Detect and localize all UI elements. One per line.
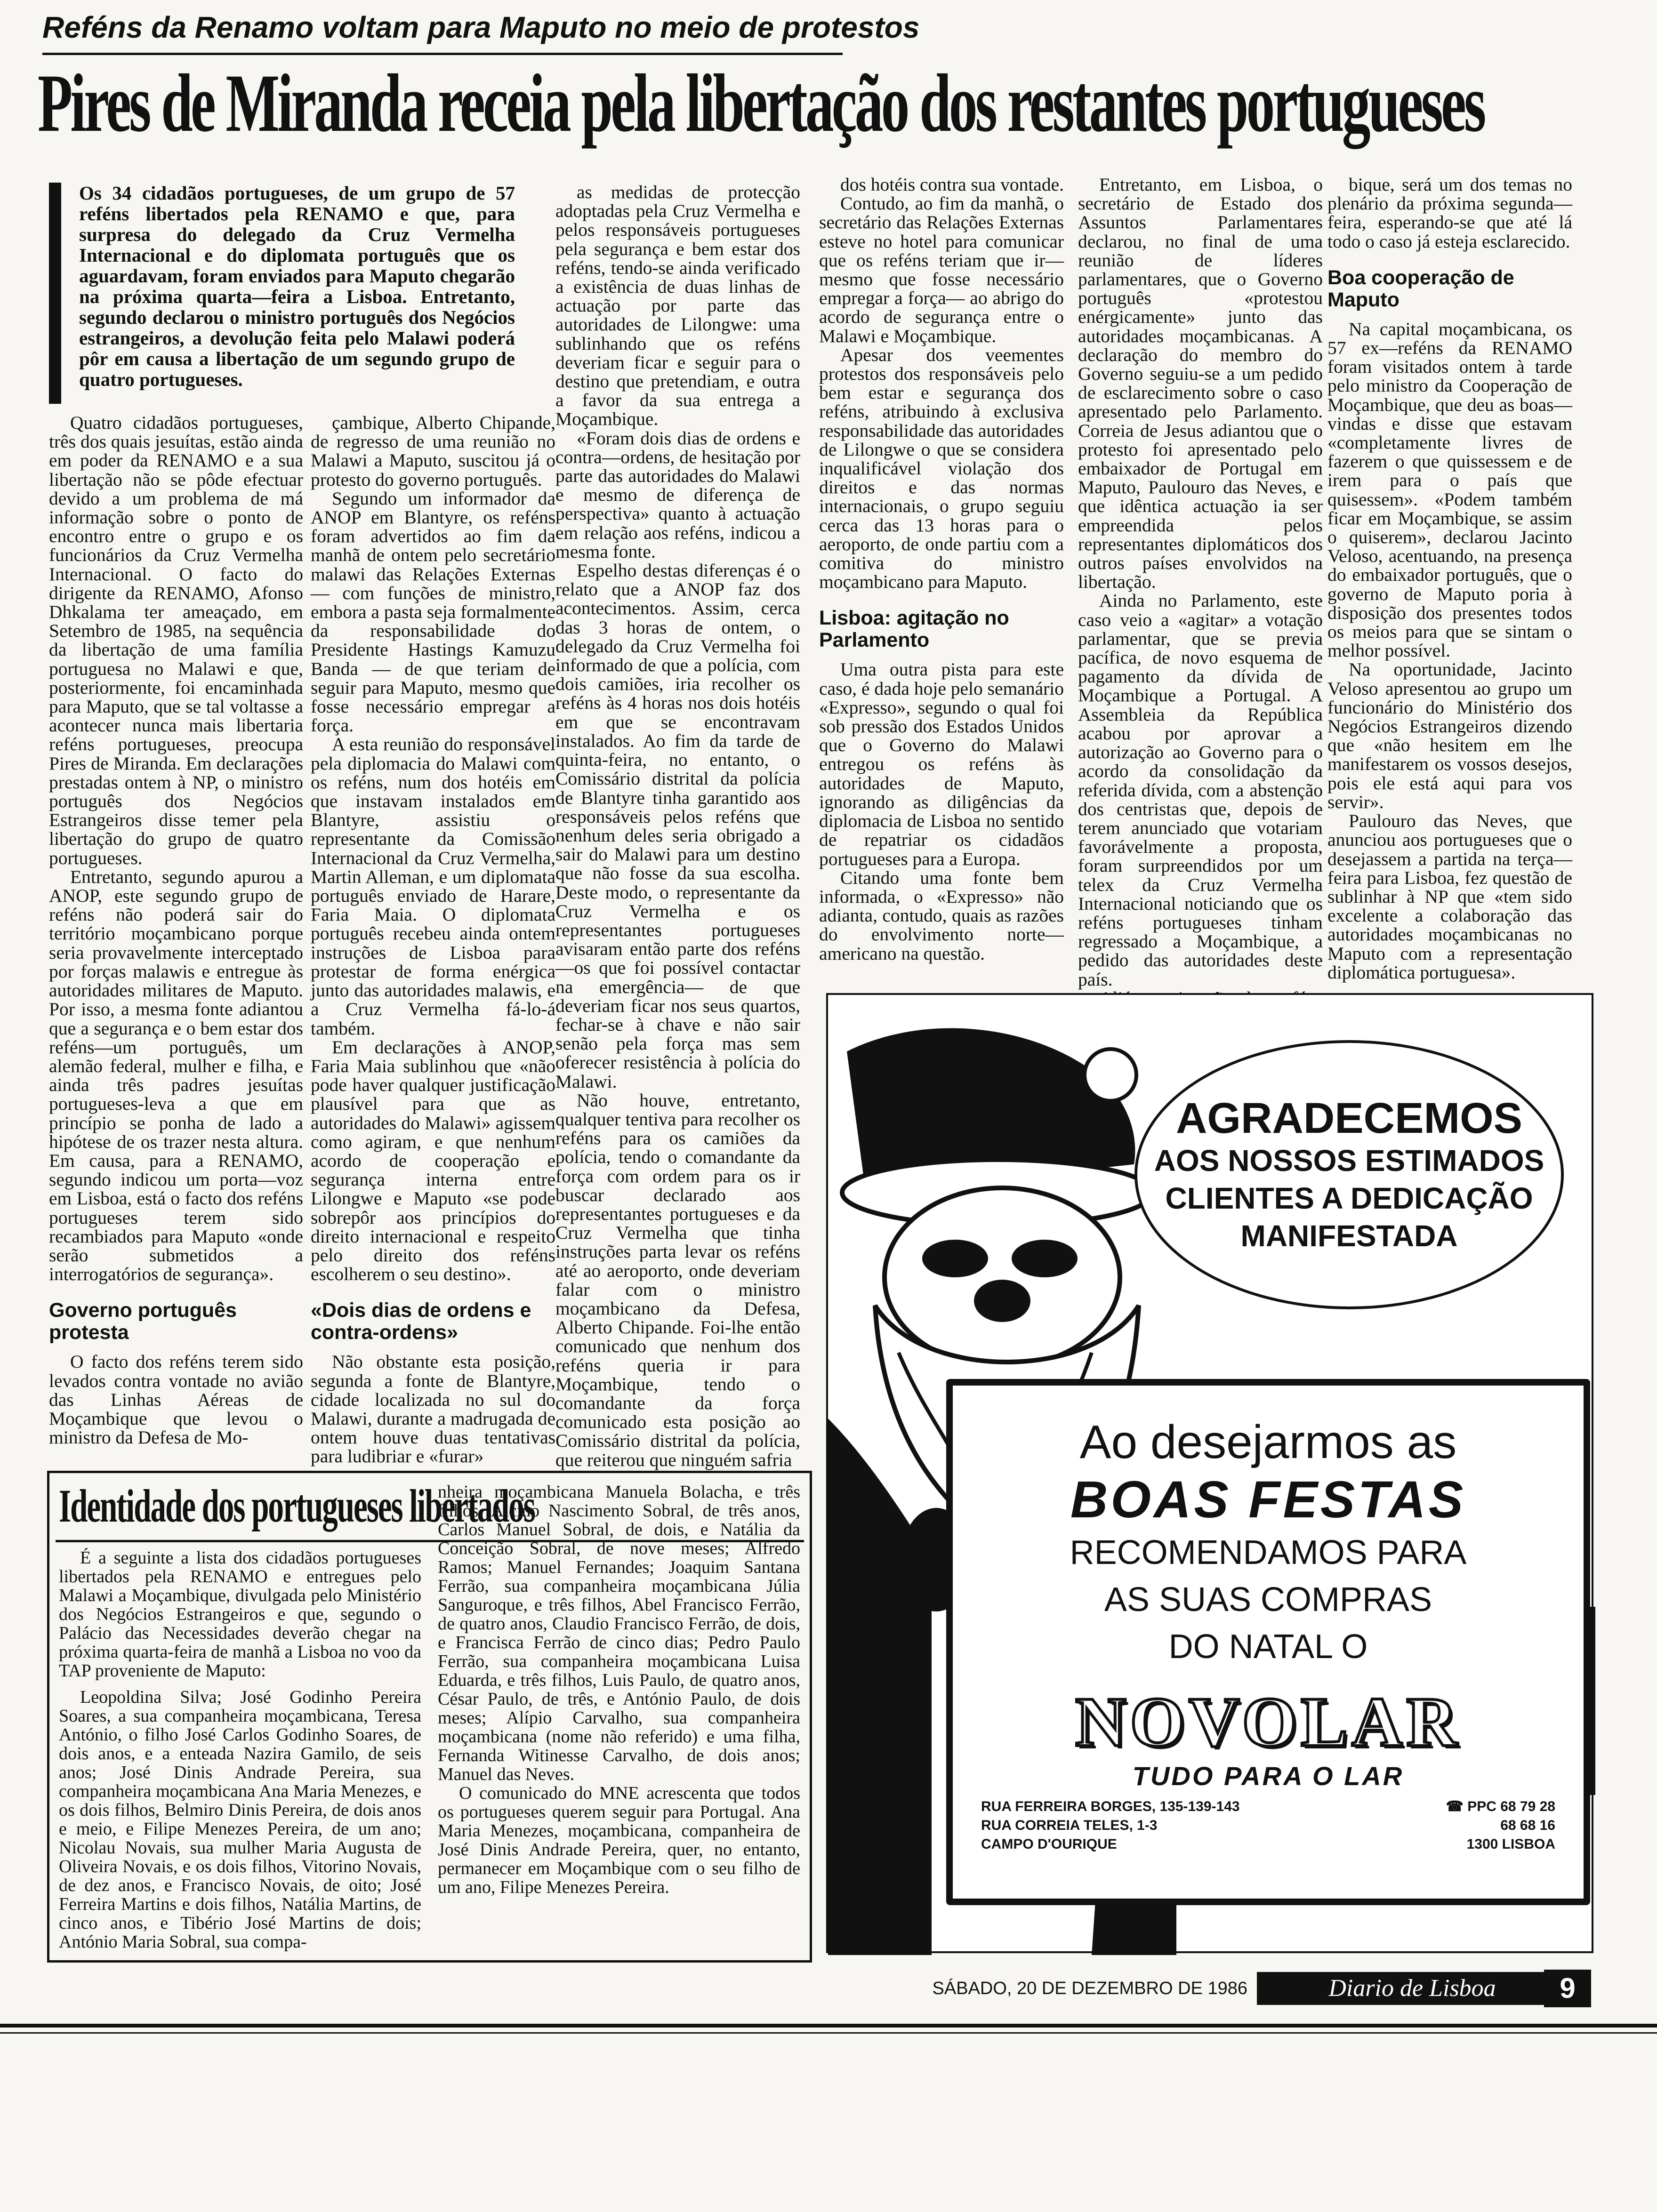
sign-line: AS SUAS COMPRAS [1104, 1581, 1432, 1619]
address-line: RUA FERREIRA BORGES, 135-139-143 [981, 1799, 1240, 1814]
santa-coat [828, 1419, 932, 1955]
kicker: Reféns da Renamo voltam para Maputo no meio de protestos [42, 4, 843, 55]
column-5 [1078, 174, 1323, 990]
paragraph: Na capital moçambicana, os 57 ex—reféns da RENAMO foram visitados ontem à tarde pelo ministro da Cooperação de Moçambique, que deu as boas—vindas e disse que estavam «completamente livres de fazerem o que quissessem e de irem para o país que quisessem». «Podem também ficar em Moçambique, se assim o quiserem», declarou Jacinto Veloso, acentuando, na presença do embaixador português, que o governo de Maputo poria à disposição dos presentes todos os meios para que se sintam o melhor possível. [1327, 318, 1572, 661]
novolar-address-block [953, 1797, 1584, 1891]
paragraph: Contudo, ao fim da manhã, o secretário das Relações Externas esteve no hotel para comunicar que os reféns teriam que ir—mesmo que fosse necessário empregar a força— ao abrigo do acordo de segurança entre o Malawi e Moçambique. [819, 193, 1064, 346]
paragraph: Não obstante esta posição, segunda a fonte de Blantyre, cidade localizada no sul do Malawi, durante a madrugada de ontem houve duas tentativas para ludibriar e «furar» [311, 1351, 555, 1467]
address-lines [981, 1797, 1240, 1854]
phone-line-1 [1446, 1797, 1555, 1816]
column-4 [819, 175, 1064, 985]
sign-line: DO NATAL O [1168, 1628, 1368, 1666]
paragraph: Espelho destas diferenças é o relato que a ANOP faz dos acontecimentos. Assim, cerca das 3 horas de ontem, o delegado da Cruz Vermelha foi informado de que a polícia, com dois camiões, iria recolher os reféns às 4 horas nos dois hotéis em que se encontravam instalados. Ao fim da tarde de quinta-feira, no entanto, o Comissário distrital da polícia de Blantyre tinha garantido aos responsáveis pelos reféns que nenhum deles seria obrigado a sair do Malawi para um destino que não fosse da sua escolha. Deste modo, o representante da Cruz Vermelha e os representantes portugueses avisaram então parte dos reféns—os que foi possível contactar na emergência— de que deveriam ficar nos seus quartos, fechar-se à chave e não sair senão pela força mas sem oferecer resistência à polícia do Malawi. [555, 560, 800, 1092]
paragraph: çambique, Alberto Chipande, de regresso de uma reunião no Malawi a Maputo, suscitou já o protesto do governo português. [311, 412, 555, 490]
phone-lines [1446, 1797, 1555, 1854]
headline: Pires de Miranda receia pela libertação dos restantes portugueses [38, 57, 1484, 149]
paragraph: A esta reunião do responsável pela diplomacia do Malawi com os reféns, num dos hotéis em que instavam instalados em Blantyre, assistiu o representante da Comissão Internacional da Cruz Vermelha, Martin Alleman, e um diplomata português enviado de Harare, Faria Maia. O diplomata português recebeu ainda ontem instruções de Lisboa para protestar de forma enérgica junto das autoridades malawis, e a Cruz Vermelha fá-lo-á também. [311, 734, 555, 1039]
lead-paragraph: Os 34 cidadãos portugueses, de um grupo de 57 reféns libertados pela RENAMO e que, para surpresa do delegado da Cruz Vermelha Internacional e do diplomata português que os aguardavam, foram enviados para Maputo chegarão na próxima quarta—feira a Lisboa. Entretanto, segundo declarou o ministro português dos Negócios estrangeiros, a devolução feita pelo Malawi poderá pôr em causa a libertação de um segundo grupo de quatro portugueses. [49, 183, 515, 404]
paragraph: O comunicado do MNE acrescenta que todos os portugueses querem seguir para Portugal. Ana Maria Menezes, moçambicana, companheira de José Dinis Andrade Pereira, quer, no entanto, permanecer em Moçambique com o seu filho de um ano, Filipe Menezes Pereira. [438, 1783, 800, 1897]
paragraph: Quatro cidadãos portugueses, três dos quais jesuítas, estão ainda em poder da RENAMO e a sua libertação não se pôde efectuar devido a um problema de má informação sobre o ponto de encontro entre o grupo e os funcionários da Cruz Vermelha Internacional. O facto do dirigente da RENAMO, Afonso Dhkalama ter ameaçado, em Setembro de 1985, na sequência da libertação de uma família portuguesa no Malawi e que, posteriormente, foi encaminhada para Maputo, que se tal voltasse a acontecer nunca mais libertaria reféns portugueses, preocupa Pires de Miranda. Em declarações prestadas ontem à NP, o ministro português dos Negócios Estrangeiros disse temer pela libertação do grupo de quatro portugueses. [49, 412, 303, 868]
paragraph: Uma outra pista para este caso, é dada hoje pelo semanário «Expresso», segundo o qual foi sob pressão dos Estados Unidos que o Governo do Malawi entregou os reféns às autoridades de Maputo, ignorando as diligências da diplomacia de Lisboa no sentido de repatriar os cidadãos portugueses para a Europa. [819, 659, 1064, 869]
subheading: Boa cooperação de Maputo [1327, 266, 1514, 311]
novolar-tagline: TUDO PARA O LAR [1132, 1761, 1404, 1791]
phone-number: 68 68 16 [1500, 1818, 1555, 1833]
identidade-title: Identidade dos portugueses libertados [59, 1480, 535, 1532]
identidade-column-right [438, 1483, 800, 1958]
paragraph: Ainda no Parlamento, este caso veio a «agitar» a votação parlamentar, que se previa pacífica, de novo esquema de pagamento da dívida de Moçambique a Portugal. A Assembleia da República acabou por aprovar a autorização ao Governo para o acordo da consolidação da referida dívida, com a abstenção dos centristas que, depois de terem anunciado que votariam favorávelmente a proposta, foram surpreendidos por um telex da Cruz Vermelha Internacional noticiando que os reféns portugueses tinham regressado a Moçambique, a pedido das autoridades deste país. [1078, 590, 1323, 990]
identidade-column-left [59, 1548, 421, 1958]
bubble-line: MANIFESTADA [1240, 1219, 1458, 1253]
santa-pompom [1085, 1049, 1136, 1101]
phone-label: PPC [1467, 1799, 1496, 1814]
footer-rule-thin [0, 2032, 1657, 2034]
column-2 [311, 413, 555, 1467]
santa-nose [974, 1280, 1030, 1322]
santa-face [885, 1188, 1120, 1367]
sign-line: BOAS FESTAS [1070, 1471, 1466, 1529]
column-1 [49, 413, 303, 1467]
santa-eye-left [922, 1240, 988, 1277]
column-3 [555, 182, 800, 1470]
phone-number: 68 79 28 [1500, 1799, 1555, 1814]
paragraph: Não houve, entretanto, qualquer tentiva para recolher os reféns para os camiões da polícia, tendo o comandante da força com ordem para os ir buscar declarado aos representantes portugueses e da Cruz Vermelha que tinha instruções parta levar os reféns até ao aeroporto, onde deveriam falar com o ministro moçambicano da Defesa, Alberto Chipande. Foi-lhe então comunicado que nenhum dos reféns queria ir para Moçambique, tendo o comandante da força comunicado esta posição ao Comissário distrital da polícia, que reiterou que ninguém safria [555, 1090, 800, 1470]
address-line: RUA CORREIA TELES, 1-3 [981, 1818, 1158, 1833]
bubble-line: AGRADECEMOS [1175, 1094, 1523, 1142]
ad-sign [946, 1379, 1590, 1905]
bubble-line: AOS NOSSOS ESTIMADOS [1154, 1144, 1544, 1178]
page-number: 9 [1544, 1970, 1591, 2007]
paragraph: nheira moçambicana Manuela Bolacha, e três filhos, Alcino Nascimento Sobral, de três anos, Carlos Manuel Sobral, de dois, e Natália da Conceição Sobral, de nove meses; Alfredo Ramos; Manuel Fernandes; Joaquim Santana Ferrão, sua companheira moçambicana Júlia Sanguroque, e três filhos, Abel Francisco Ferrão, de quatro anos, Claudio Francisco Ferrão, de dois, e Francisca Ferrão de cinco dias; Pedro Paulo Ferrão, sua companheira moçambicana Luisa Eduarda, e três filhos, Luis Paulo, de quatro anos, César Paulo, de três, e António Paulo, de dois meses; Alípio Carvalho, sua companheira moçambicana (nome não referido) e uma filha, Fernanda Witinesse Carvalho, de dois anos; Manuel das Neves. [438, 1482, 800, 1784]
sign-line: Ao desejarmos as [1079, 1416, 1457, 1468]
paragraph: Entretanto, segundo apurou a ANOP, este segundo grupo de reféns não poderá sair do território moçambicano porque seria provavelmente interceptado por forças malawis e entregue às autoridades militares de Maputo. Por isso, a mesma fonte adiantou que a segurança e o bem estar dos reféns—um português, um alemão federal, mulher e filha, e ainda três padres jesuítas portugueses-leva a que em princípio se ponha de lado a hipótese de os trazer nesta altura. Em causa, para a RENAMO, segundo indicou um porta—voz em Lisboa, está o facto dos reféns portugueses terem sido recambiados para Maputo «onde serão submetidos a interrogatórios de segurança». [49, 866, 303, 1285]
paragraph: Citando uma fonte bem informada, o «Expresso» não adianta, contudo, quais as razões do envolvimento norte—americano na questão. [819, 867, 1064, 964]
paragraph: Segundo um informador da ANOP em Blantyre, os reféns foram advertidos ao fim da manhã de ontem pelo secretário malawi das Relações Externas — com funções de ministro, embora a pasta seja formalmente da responsabilidade do Presidente Hastings Kamuzu Banda — de que teriam de seguir para Maputo, mesmo que fosse necessário empregar a força. [311, 488, 555, 736]
newspaper-name: Diario de Lisboa [1257, 1972, 1568, 2005]
subheading: Governo português protesta [49, 1299, 237, 1344]
paragraph: Paulouro das Neves, que anunciou aos portugueses que o desejassem a partida na terça—feira para Lisboa, fez questão de sublinhar à NP que «tem sido excelente a colaboração das autoridades moçambicanas no Maputo com a representação diplomática portuguesa». [1327, 810, 1572, 983]
paragraph: dos hotéis contra sua vontade. [840, 174, 1064, 195]
subheading: Lisboa: agitação no Parlamento [819, 607, 1009, 652]
santa-eye-right [1012, 1240, 1078, 1277]
paragraph: O facto dos reféns terem sido levados contra vontade no avião das Linhas Aéreas de Moçambique que levou o ministro da Defesa de Mo- [49, 1351, 303, 1448]
footer-date: SÁBADO, 20 DE DEZEMBRO DE 1986 [932, 1979, 1247, 1998]
paragraph: É a seguinte a lista dos cidadãos portugueses libertados pela RENAMO e entregues pelo Malawi a Moçambique, divulgada pelo Ministério dos Negócios Estrangeiros e que, segundo o Palácio das Necessidades deverão chegar na próxima quarta-feira de manhã a Lisboa no voo da TAP proveniente de Maputo: [59, 1548, 421, 1681]
ad-speech-bubble [1134, 1040, 1564, 1309]
paragraph: Em declarações à ANOP, Faria Maia sublinhou que «não pode haver qualquer justificação plausível para que as autoridades do Malawi» agissem como agiram, e que nenhum acordo de cooperação e segurança interna entre Lilongwe e Maputo «se pode sobrepôr aos princípios do direito internacional e respeito pelo direito dos reféns escolherem o seu destino». [311, 1036, 555, 1285]
city: 1300 LISBOA [1466, 1836, 1555, 1852]
footer-rule [0, 2024, 1657, 2028]
subheading: «Dois dias de ordens e contra-ordens» [311, 1299, 531, 1344]
paragraph: Apesar dos veementes protestos dos responsáveis pelo bem estar e segurança dos reféns, atribuindo à exclusiva responsabilidade das autoridades de Lilongwe o que se considera inqualificável violação dos direitos e das normas internacionais, o grupo seguiu cerca das 13 horas para o aeroporto, de onde partiu com a comitiva do ministro moçambicano para Maputo. [819, 344, 1064, 593]
sign-line: RECOMENDAMOS PARA [1070, 1534, 1467, 1571]
novolar-logo: NOVOLAR [1075, 1683, 1461, 1761]
paragraph: «Foram dois dias de ordens e contra—ordens, de hesitação por parte das autoridades do Malawi e mesmo de diferença de perspectiva» quanto à actuação em relação aos reféns, indicou a mesma fonte. [555, 427, 800, 562]
address-line: CAMPO D'OURIQUE [981, 1836, 1117, 1852]
paragraph: Na oportunidade, Jacinto Veloso apresentou ao grupo um funcionário do Ministério dos Negócios Estrangeiros dizendo que «não hesitem em lhe manifestarem os vossos desejos, pois ele está aqui para vos servir». [1327, 659, 1572, 812]
paragraph: Leopoldina Silva; José Godinho Pereira Soares, a sua companheira moçambicana, Teresa António, o filho José Carlos Godinho Soares, de dois anos, e a enteada Nazira Gamilo, de seis anos; José Dinis Andrade Pereira, sua companheira moçambicana Ana Maria Menezes, e os dois filhos, Belmiro Dinis Pereira, de dois anos e meio, e Filipe Menezes Pereira, de um ano; Nicolau Novais, sua mulher Maria Augusta de Oliveira Novais, e os dois filhos, Vitorino Novais, de dez anos, e Francisco Novais, de oito; José Ferreira Martins e dois filhos, Natália Martins, de cinco anos, e Tibério José Martins de dois; António Maria Sobral, sua compa- [59, 1687, 421, 1952]
column-6 [1327, 175, 1572, 985]
paragraph: bique, será um dos temas no plenário da próxima segunda—feira, esperando-se que até lá todo o caso já esteja esclarecido. [1327, 174, 1572, 252]
phone-icon: ☎ [1446, 1799, 1468, 1814]
paragraph: Entretanto, em Lisboa, o secretário de Estado dos Assuntos Parlamentares declarou, no final de uma reunião de líderes parlamentares, que o Governo português «protestou enérgicamente» junto das autoridades moçambicanas. A declaração do membro do Governo seguiu-se a um pedido de esclarecimento sobre o caso apresentado pelo Parlamento. Correia de Jesus adiantou que o protesto foi apresentado pelo embaixador de Portugal em Maputo, Paulouro das Neves, e que idêntica actuação ia ser empreendida pelos representantes diplomáticos dos outros países envolvidos na libertação. [1078, 174, 1323, 593]
bubble-line: CLIENTES A DEDICAÇÃO [1165, 1181, 1533, 1215]
paragraph: as medidas de protecção adoptadas pela Cruz Vermelha e pelos responsáveis portugueses pela segurança e bem estar dos reféns, tendo-se ainda verificado a existência de duas linhas de actuação por parte das autoridades de Lilongwe: uma sublinhando que os reféns deveriam ficar e seguir para o destino que pretendiam, e outra a favor da sua entrega a Moçambique. [555, 182, 800, 430]
